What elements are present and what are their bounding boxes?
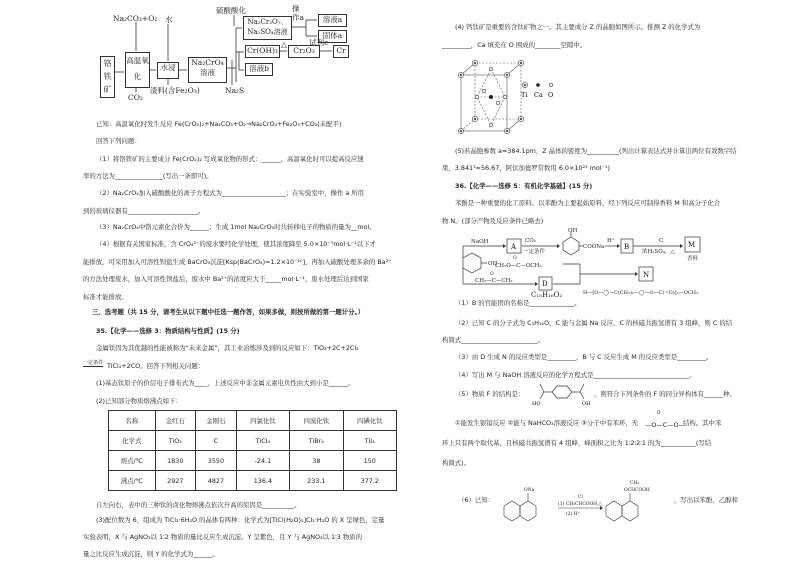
question-35-2: (2)已知部分物质熔沸点如下： xyxy=(96,397,182,405)
acidify-label: 硫酸酸化 xyxy=(216,6,246,15)
dichromate-box: Na₂Cr₂O₇、Na₂SO₄溶液 xyxy=(243,16,292,40)
table-cell: TiO₂ xyxy=(155,431,196,451)
phenol-ring xyxy=(463,253,481,273)
question-35-4: (4) 钙钛矿是重要的含钛矿物之一。其主要成分 Z 的晶胞如图所示。推测 Z 的化学式为 xyxy=(455,23,701,31)
question-35-5: (5)若晶胞参数 a=384.1pm，Z 晶体的密度为__________(列出计算表达式并计算出两位有效数字结 xyxy=(455,147,737,155)
question-36-5-cont: 环上只有两个取代基，且核磁共振氢谱有 4 组峰，峰面积之比为 1∶2∶2∶1 的为___________(写结 xyxy=(442,439,712,447)
residue-label: 渣料(含Fe₂O₃) xyxy=(150,86,200,95)
sulfuric-acid-label: 浓H₂SO₄，△ xyxy=(642,249,675,255)
question-35-4-cont: _________，Ca 填充在 O 围成的________空隙中。 xyxy=(442,41,587,49)
question-3: （3）Na₂CrO₄中铬元素化合价为______；生成 1mol Na₂CrO₄时共转移电子的物质的量为__mol。 xyxy=(96,223,376,231)
compound-d: D xyxy=(542,280,548,288)
question-36-1: （1）B 的官能团的名称是______________。 xyxy=(455,299,581,307)
table-header-cell: 名称 xyxy=(109,411,156,431)
question-36-6: （6）已知： xyxy=(458,496,495,504)
chloro-label: Cl xyxy=(578,495,583,500)
question-35-3-cont: 实验表明，X 与 AgNO₃以 1∶2 物质的量比反应生成沉淀。Y 呈紫色，且 Y 与 AgNO₃以 1∶3 物质的 xyxy=(83,533,363,541)
product-label: OCHCOOH xyxy=(624,488,650,493)
table-header-row xyxy=(109,411,397,431)
question-1-cont: 率的方法为_______________(写出一条即可)。 xyxy=(83,172,213,180)
table-cell: 3550 xyxy=(196,451,237,471)
question-36-4: （4）写出 M 与 NaOH 溶液反应的化学方程式是______________________________。 xyxy=(455,371,696,379)
chromite-ore-box: 铬铁矿 xyxy=(100,56,115,98)
leach-box: 水浸 xyxy=(157,62,179,79)
coona-label: COONa xyxy=(583,244,605,250)
methyl-label: CH₃ xyxy=(630,481,640,486)
solution-a-box: 溶液a xyxy=(318,14,347,27)
known-reaction: 已知：高温氧化时发生反应 Fe(CrO₂)₂+Na₂CO₃+O₂→Na₂CrO₄+Fe₂O₃+CO₂(未配平) xyxy=(96,120,342,128)
oh-label: OH xyxy=(568,228,578,234)
question-36-2: （2）已知 C 的分子式为 C₅H₁₂O，C 能与金属 Na 反应，C 的核磁共振氢谱有 3 组峰，则 C 的结 xyxy=(455,319,733,327)
acetone-label: CH₃—C—CH₃ xyxy=(475,278,513,284)
question-36-2-cont: 构简式________________________。 xyxy=(442,336,545,344)
compound-n: N xyxy=(643,271,650,279)
question-36-5-cont: ，则符合下列条件的 F 的同分异构体有______种。 xyxy=(594,390,736,398)
table-cell: 1830 xyxy=(155,451,196,471)
question-35-intro: 金属钛因为其优越的性能被称为“未来金属”，其工业冶炼涉及到的反应如下：TiO₂+2C+2Cl₂ xyxy=(96,344,359,352)
question-35-3-cont: 量之比反应生成沉淀，则 Y 的化学式为______。 xyxy=(83,550,219,558)
compound-m: M xyxy=(688,241,696,249)
h-plus-label: H⁺ xyxy=(607,238,615,244)
reaction-condition: 一定条件 xyxy=(83,360,104,366)
question-36-5-cont: 构简式)。 xyxy=(442,459,471,467)
chromium-oxide-box: Cr₂O₃ xyxy=(288,45,320,58)
terephthalic-acid-structure xyxy=(532,380,592,406)
ho-label: HO xyxy=(532,401,541,406)
question-4: （4）根据有关国家标准，含 CrO₄²⁻的废水要经化学处理，使其浓度降至 5.0×10⁻⁷mol·L⁻¹以下才 xyxy=(96,240,376,248)
sodium-sulfide-label: Na₂S xyxy=(225,86,245,95)
heat-label: △ xyxy=(281,40,287,49)
question-4-cont: 能排放，可采用加入可溶性钡盐生成 BaCrO₄沉淀[Ksp(BaCrO₄)=1.2×10⁻¹⁰]，再加入硫酸处理多余的 Ba²⁺ xyxy=(83,258,392,266)
question-35-2-cont: 自左向右，表中的三种钛的卤化物熔沸点依次升高的原因是__________。 xyxy=(96,501,301,509)
compound-a: A xyxy=(511,243,517,251)
perovskite-unit-cell xyxy=(455,55,565,145)
table-cell: C xyxy=(196,431,237,451)
step-1-label: (1) CH₃CHCOOH,△ xyxy=(558,502,602,507)
ona-label: ONa xyxy=(524,488,535,493)
table-cell: 233.1 xyxy=(290,471,343,491)
table-row xyxy=(109,471,397,491)
chromium-hydroxide-box: Cr(OH)₃ xyxy=(245,45,280,58)
question-35-1: (1)基态钛原子的价层电子排布式为____，上述反应中非金属元素电负性由大到小是______。 xyxy=(96,379,355,387)
question-36-title: 36.【化学——选修 5：有机化学基础】(15 分) xyxy=(455,182,593,190)
carbonate-fragment: —O—C—O— xyxy=(645,421,686,429)
table-header-cell: 金红石 xyxy=(155,411,196,431)
reagent-c-label: 试剂c xyxy=(309,38,329,47)
oh-label: OH xyxy=(582,401,591,406)
question-35-intro-cont: TiCl₄+2CO。回答下列相关问题： xyxy=(107,362,205,370)
naphthol-reaction xyxy=(500,478,700,534)
question-1: （1）将铬铁矿的主要成分 Fe(CrO₂)₂ 写成氧化物的形式：______，高温氧化时可以提高反应速 xyxy=(96,155,364,163)
fragrance-label: 香料 xyxy=(687,256,699,262)
synthesis-scheme xyxy=(455,228,730,300)
table-row xyxy=(109,431,397,451)
table-cell: 38 xyxy=(290,451,343,471)
table-header-cell: 金刚石 xyxy=(196,411,237,431)
condition-label: 一定条件 xyxy=(523,249,546,255)
question-36-5: （5）物质 F 的结构是： xyxy=(455,390,525,398)
table-cell: 沸点/℃ xyxy=(109,471,156,491)
table-cell: 熔点/℃ xyxy=(109,451,156,471)
melting-boiling-table xyxy=(108,410,397,491)
question-36-5-cont: 结构。其中苯 xyxy=(683,419,722,427)
water-label: 水 xyxy=(165,15,173,24)
legend-ti: Ti xyxy=(521,91,528,99)
legend-ca: Ca xyxy=(534,91,543,99)
table-cell: TiI₄ xyxy=(343,431,396,451)
question-36-intro: 苯酚是一种重要的化工原料。以苯酚为主要起始原料，经下列反应可制得香料 M 和高分子化合 xyxy=(455,199,721,207)
step-2-label: (2) H⁺ xyxy=(566,512,581,517)
question-36-intro-cont: 物 N。(部分产物及反应条件已略去) xyxy=(442,217,544,225)
table-cell: 4827 xyxy=(196,471,237,491)
polymer-n-structure: H—[O—◯—C(CH₃)₂—◯—O—C(=O)]ₙ—OCH₃ xyxy=(583,290,699,296)
question-4-cont: 标准才能排放。 xyxy=(83,293,128,301)
reagent-label: Na₂CO₃+O₂ xyxy=(113,14,158,23)
acetone-o-label: O xyxy=(490,272,494,277)
table-cell: -24.1 xyxy=(236,451,289,471)
dimethyl-carbonate-label: CH₃O—C—OCH₃ xyxy=(495,263,542,269)
chromium-box: Cr xyxy=(333,45,349,58)
carbonyl-o: O xyxy=(657,411,661,416)
co2-label: CO₂ xyxy=(128,93,143,102)
table-row xyxy=(109,451,397,471)
question-35-3: (3)配位数为 6，组成为 TiCl₃·6H₂O 的晶体有两种：化学式为[TiCl(H₂O)₅]Cl₂·H₂O 的 X 呈绿色，定量 xyxy=(96,516,385,524)
question-35-5-cont: 果，3.841³≈56.67，阿伏加德罗常数用 6.0×10²³ mol⁻¹) xyxy=(442,164,610,172)
chromate-box: Na₂CrO₄溶液 xyxy=(188,57,227,83)
operation-label: 操作a xyxy=(292,4,304,22)
co2-label: CO₂ xyxy=(525,238,536,244)
table-cell: 化学式 xyxy=(109,431,156,451)
oxidation-box: 高温氧化 xyxy=(125,52,150,88)
table-cell: TiCl₄ xyxy=(236,431,289,451)
question-36-3: （3）由 D 生成 N 的反应类型是_________，B 与 C 反应生成 M 的反应类型是_________。 xyxy=(455,353,713,361)
question-36-6-cont: ，写出以苯酚、乙醇和 xyxy=(674,496,738,504)
d-formula-label: C₁₅H₁₆O₂ xyxy=(531,291,563,299)
table-cell: 377.2 xyxy=(343,471,396,491)
question-2: （2）Na₂CrO₄加入硫酸酸化的离子方程式为____________________；在实验室中，操作 a 所用 xyxy=(96,189,365,197)
question-36-5-conditions: ①能发生银镜反应 ②能与 NaHCO₃溶液反应 ③分子中有苯环，无 xyxy=(455,419,639,427)
compound-b: B xyxy=(624,243,630,251)
solution-b-box: 溶液b xyxy=(245,63,273,76)
question-35-title: 35.【化学——选修 3：物质结构与性质】(15 分) xyxy=(96,327,240,335)
table-cell: TiBr₄ xyxy=(290,431,343,451)
table-header-cell: 四氯化钛 xyxy=(236,411,289,431)
naoh-label: NaOH xyxy=(471,239,489,245)
table-cell: 136.4 xyxy=(236,471,289,491)
table-header-cell: 四溴化钛 xyxy=(290,411,343,431)
table-cell: 2927 xyxy=(155,471,196,491)
c-reagent-label: C xyxy=(659,238,664,244)
solid-a-box: 固体a xyxy=(318,30,347,43)
section-3-heading: 三、选考题（共 15 分，请考生从以下题中任选一题作答，如果多做，则按所做的第一题计分。） xyxy=(92,308,365,316)
answer-prompt: 回答下列问题： xyxy=(96,137,141,145)
table-cell: 150 xyxy=(343,451,396,471)
phenol-oh-label: OH xyxy=(488,261,498,267)
carbonyl-o-label: O xyxy=(513,256,517,261)
question-2-cont: 到的玻璃仪器有______________________。 xyxy=(83,207,205,215)
table-header-cell: 四碘化钛 xyxy=(343,411,396,431)
question-4-cont: 的方法处理废水，加入可溶性钡盐后，废水中 Ba²⁺的浓度应大于_____mol·L⁻¹，废水处理后达到国家 xyxy=(83,275,369,283)
legend-o: O xyxy=(548,91,554,99)
